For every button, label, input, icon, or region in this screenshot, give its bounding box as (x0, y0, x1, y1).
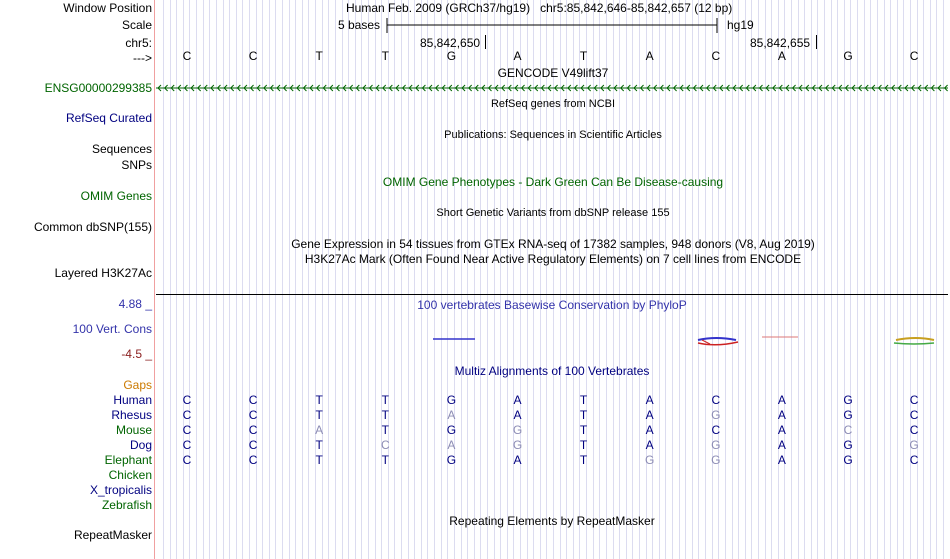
repeatmasker-track-title (156, 514, 948, 528)
conservation-min-value: -4.5 _ (121, 347, 152, 361)
aligned-base: C (380, 438, 390, 452)
aligned-base: C (711, 423, 721, 437)
species-label[interactable]: X_tropicalis (89, 483, 152, 497)
label-column-divider (154, 0, 155, 559)
aligned-base: T (315, 453, 323, 467)
multiz-title-text: Multiz Alignments of 100 Vertebrates (454, 364, 650, 378)
aligned-base: A (645, 408, 654, 422)
aligned-base: G (843, 453, 853, 467)
conservation-signal (156, 330, 948, 350)
conservation-title-text: 100 vertebrates Basewise Conservation by PhyloP (417, 298, 687, 312)
aligned-base: G (645, 453, 655, 467)
conservation-track-label[interactable]: 100 Vert. Cons (72, 322, 152, 336)
aligned-base: C (909, 408, 919, 422)
aligned-base: G (843, 408, 853, 422)
aligned-base: C (248, 438, 258, 452)
h3k27ac-track-label[interactable]: Layered H3K27Ac (54, 266, 152, 280)
aligned-base: G (446, 393, 457, 407)
aligned-base: G (711, 453, 721, 467)
aligned-base: C (248, 408, 258, 422)
scale-bar-text: 5 bases (338, 18, 381, 32)
reference-base: G (843, 49, 853, 63)
reference-base: C (909, 49, 919, 63)
reference-base: C (248, 49, 258, 63)
gtex-track-title (156, 237, 950, 251)
aligned-base: T (579, 423, 588, 437)
species-label[interactable]: Chicken (108, 468, 152, 482)
aligned-base: C (909, 423, 919, 437)
conservation-track-title (156, 298, 948, 312)
coordinate-tick (485, 35, 486, 49)
aligned-base: C (711, 393, 721, 407)
h3k27ac-track-title (156, 252, 950, 266)
omim-title-text: OMIM Gene Phenotypes - Dark Green Can Be Disease-causing (382, 175, 724, 189)
refseq-track-label[interactable]: RefSeq Curated (65, 111, 152, 125)
reference-base: T (315, 49, 323, 63)
aligned-base: G (512, 438, 523, 452)
reference-base: A (777, 49, 786, 63)
aligned-base: G (711, 438, 721, 452)
aligned-base: C (182, 408, 192, 422)
aligned-base: G (909, 438, 919, 452)
species-label[interactable]: Dog (129, 438, 152, 452)
reference-base: T (579, 49, 588, 63)
window-position-value: Human Feb. 2009 (GRCh37/hg19) chr5:85,842,646-85,842,657 (12 bp) (346, 1, 733, 15)
aligned-base: A (447, 408, 456, 422)
track-separator (156, 294, 948, 295)
repeatmasker-title-text: Repeating Elements by RepeatMasker (449, 514, 655, 528)
aligned-base: A (645, 438, 654, 452)
aligned-base: T (579, 408, 588, 422)
aligned-base: C (909, 453, 919, 467)
aligned-base: T (381, 453, 389, 467)
gtex-title-text: Gene Expression in 54 tissues from GTEx RNA-seq of 17382 samples, 948 donors (V8, Aug 2019) (291, 237, 815, 251)
aligned-base: G (446, 453, 457, 467)
aligned-base: C (182, 438, 192, 452)
strand-label: ---> (133, 51, 152, 65)
aligned-base: A (513, 408, 522, 422)
aligned-base: A (777, 393, 786, 407)
coordinate-tick (816, 35, 817, 49)
aligned-base: A (513, 453, 522, 467)
publications-title-text: Publications: Sequences in Scientific Articles (444, 129, 662, 141)
multiz-track-title (156, 364, 948, 378)
aligned-base: G (843, 393, 853, 407)
dbsnp-title-text: Short Genetic Variants from dbSNP release 155 (436, 207, 670, 219)
omim-track-label[interactable]: OMIM Genes (80, 189, 152, 203)
aligned-base: G (446, 423, 457, 437)
aligned-base: C (182, 453, 192, 467)
aligned-base: C (248, 393, 258, 407)
gencode-gene-label[interactable]: ENSG00000299385 (44, 81, 152, 95)
aligned-base: C (248, 453, 258, 467)
aligned-base: A (645, 393, 654, 407)
aligned-base: C (843, 423, 853, 437)
aligned-base: T (579, 438, 588, 452)
scale-assembly: hg19 (727, 18, 754, 32)
aligned-base: A (315, 423, 324, 437)
aligned-base: T (315, 438, 323, 452)
publications-track-title (156, 128, 950, 142)
aligned-base: A (645, 423, 654, 437)
refseq-title-text: RefSeq genes from NCBI (490, 98, 616, 110)
aligned-base: T (315, 393, 323, 407)
reference-base: C (182, 49, 192, 63)
aligned-base: A (777, 453, 786, 467)
aligned-base: G (843, 438, 853, 452)
aligned-base: A (447, 438, 456, 452)
aligned-base: T (315, 408, 323, 422)
species-label[interactable]: Human (113, 393, 152, 407)
aligned-base: T (381, 423, 389, 437)
reference-base: T (381, 49, 389, 63)
window-position-label: Window Position (63, 1, 152, 15)
gencode-track-title (156, 66, 950, 80)
reference-base: G (446, 49, 457, 63)
coordinate-tick-label: 85,842,655 (750, 36, 811, 50)
aligned-base: A (777, 423, 786, 437)
aligned-base: T (381, 393, 389, 407)
aligned-base: A (777, 408, 786, 422)
gaps-track-label[interactable]: Gaps (123, 378, 152, 392)
aligned-base: G (512, 423, 523, 437)
gencode-title-text: GENCODE V49lift37 (497, 66, 609, 80)
refseq-track-title (156, 97, 950, 111)
aligned-base: T (381, 408, 389, 422)
aligned-base: A (513, 393, 522, 407)
chromosome-label: chr5: (125, 36, 152, 50)
dbsnp-track-label[interactable]: Common dbSNP(155) (33, 220, 152, 234)
scale-bar (384, 16, 724, 36)
aligned-base: C (248, 423, 258, 437)
aligned-base: T (579, 393, 588, 407)
aligned-base: C (182, 393, 192, 407)
dbsnp-track-title (156, 206, 950, 220)
aligned-base: A (777, 438, 786, 452)
snps-track-label[interactable]: SNPs (121, 158, 152, 172)
sequences-track-label[interactable]: Sequences (91, 142, 152, 156)
species-label[interactable]: Elephant (104, 453, 152, 467)
aligned-base: C (909, 393, 919, 407)
aligned-base: T (579, 453, 588, 467)
reference-base: A (645, 49, 654, 63)
omim-track-title (156, 175, 950, 189)
gencode-gene-feature[interactable] (156, 82, 948, 94)
species-label[interactable]: Zebrafish (101, 498, 152, 512)
reference-base: C (711, 49, 721, 63)
coordinate-tick-label: 85,842,650 (420, 36, 481, 50)
scale-label: Scale (121, 18, 152, 32)
conservation-max-value: 4.88 _ (118, 297, 152, 311)
species-label[interactable]: Rhesus (111, 408, 152, 422)
reference-base: A (513, 49, 522, 63)
species-label[interactable]: Mouse (115, 423, 152, 437)
aligned-base: G (711, 408, 721, 422)
aligned-base: C (182, 423, 192, 437)
repeatmasker-track-label[interactable]: RepeatMasker (73, 528, 152, 542)
h3k27ac-title-text: H3K27Ac Mark (Often Found Near Active Regulatory Elements) on 7 cell lines from ENCODE (304, 252, 802, 266)
